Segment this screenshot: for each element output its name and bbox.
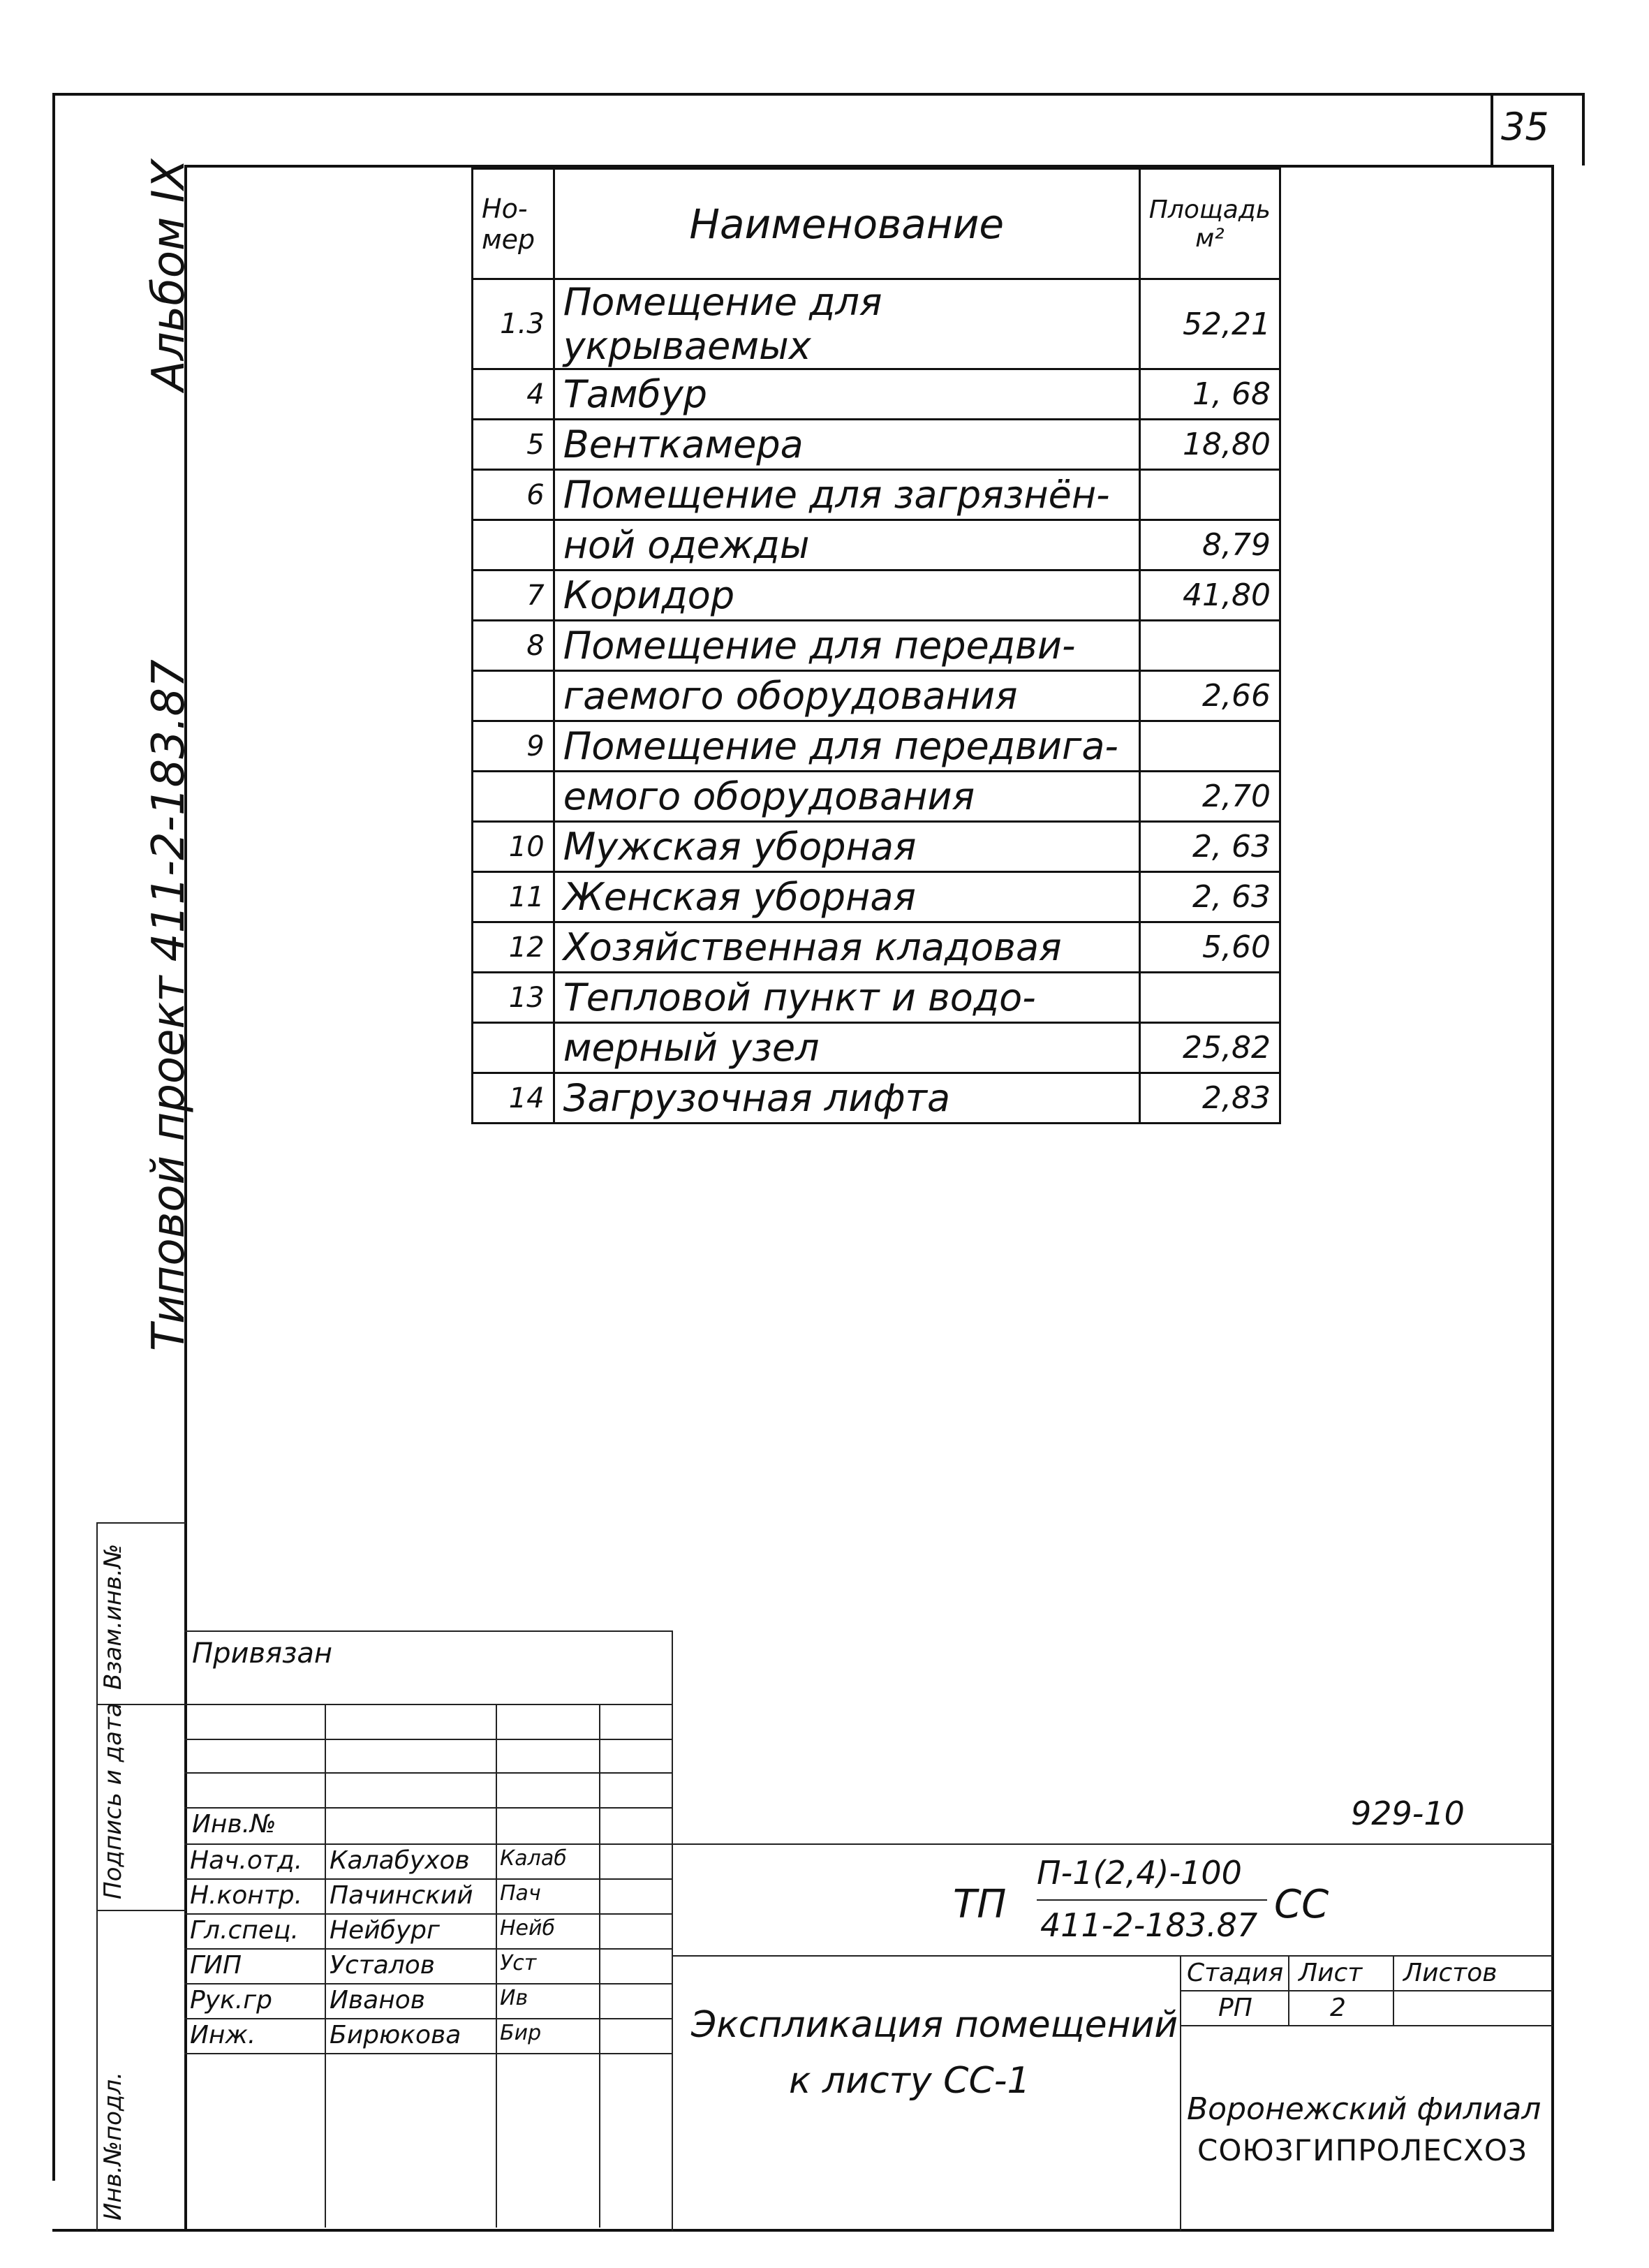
stamp-inv-podl: Инв.№подл. [99,2072,127,2221]
signer-signature: Пач [500,1881,541,1906]
room-number: 8 [473,621,554,671]
inv-no-label: Инв.№ [192,1810,276,1839]
privyazan-top [184,1630,673,1632]
room-area [1139,973,1280,1023]
room-name: мерный узел [554,1023,1139,1073]
table-row [473,973,1280,1023]
table-row [473,520,1280,570]
room-number [473,520,554,570]
page-number-box-right [1582,93,1585,165]
header-area: Площадь м² [1139,169,1280,279]
grid-col-2 [496,1704,497,2228]
signer-signature: Уст [500,1951,537,1975]
inv-row-bottom [184,1843,1554,1845]
signer-role: Гл.спец. [190,1916,299,1945]
header-name: Наименование [554,169,1139,279]
room-name: Тамбур [554,369,1139,420]
signer-row-line [184,2018,673,2019]
signer-row-line [184,1948,673,1950]
stage-value-line [1180,2025,1553,2026]
outer-left-border [52,93,55,2181]
table-row [473,570,1280,621]
room-area: 2, 63 [1139,822,1280,872]
room-area: 52,21 [1139,279,1280,369]
room-area: 2, 63 [1139,872,1280,922]
room-number: 9 [473,721,554,772]
room-area: 1, 68 [1139,369,1280,420]
sheet-label: Лист [1299,1959,1363,1987]
room-name: Венткамера [554,420,1139,470]
table-row [473,922,1280,973]
page-number-box-left [1491,93,1493,165]
sheet-title-1: Экспликация помещений [691,2004,1178,2046]
stamp-vzam-inv: Взам.инв.№ [99,1543,127,1690]
stage-header-line [1180,1990,1553,1991]
signer-row-line [184,1983,673,1984]
signer-role: ГИП [190,1951,242,1980]
signer-role: Рук.гр [190,1986,272,2015]
room-number [473,671,554,721]
room-area: 2,70 [1139,772,1280,822]
signer-role: Н.контр. [190,1881,303,1910]
page-number: 35 [1501,105,1549,149]
stage-label: Стадия [1187,1959,1284,1987]
room-area: 41,80 [1139,570,1280,621]
room-area [1139,721,1280,772]
room-number: 14 [473,1073,554,1124]
org-name-2: СОЮЗГИПРОЛЕСХОЗ [1197,2133,1528,2167]
room-number: 10 [473,822,554,872]
room-number: 7 [473,570,554,621]
room-area [1139,621,1280,671]
room-area: 8,79 [1139,520,1280,570]
room-number: 12 [473,922,554,973]
room-area: 2,66 [1139,671,1280,721]
sheets-label: Листов [1403,1959,1498,1987]
room-name: Женская уборная [554,872,1139,922]
room-name: Загрузочная лифта [554,1073,1139,1124]
doc-code: 929-10 [1351,1795,1465,1832]
signer-name: Иванов [330,1986,425,2015]
sheet-title-2: к листу СС-1 [789,2060,1030,2102]
signer-name: Усталов [330,1951,436,1980]
room-name: гаемого оборудования [554,671,1139,721]
room-number: 13 [473,973,554,1023]
table-row [473,1023,1280,1073]
project-label: Типовой проект 411-2-183.87 [143,659,195,1351]
room-number [473,772,554,822]
designation-prefix: ТП [953,1882,1007,1927]
room-number [473,1023,554,1073]
stamp-podpis-data: Подпись и дата [99,1702,127,1899]
signer-role: Инж. [190,2021,256,2049]
signer-name: Пачинский [330,1881,473,1910]
stamp-column-sep-2 [96,1910,186,1911]
stamp-column-right [184,1522,187,2231]
table-row [473,721,1280,772]
room-area: 5,60 [1139,922,1280,973]
designation-bottom-line [672,1955,1553,1957]
signer-signature: Нейб [500,1916,556,1941]
org-name-1: Воронежский филиал [1187,2091,1541,2127]
stamp-column-top [96,1522,186,1524]
signer-signature: Бир [500,2021,542,2045]
room-name: емого оборудования [554,772,1139,822]
album-label: Альбом IX [143,159,195,391]
room-number: 6 [473,470,554,520]
room-name: Помещение для передви- [554,621,1139,671]
room-number: 5 [473,420,554,470]
room-name: Мужская уборная [554,822,1139,872]
explication-table [471,168,1281,1124]
stamp-column-mid [96,1522,98,2231]
table-row [473,279,1280,369]
table-header-row [473,169,1280,279]
signer-name: Нейбург [330,1916,440,1945]
room-area: 2,83 [1139,1073,1280,1124]
room-area: 25,82 [1139,1023,1280,1073]
room-name: Тепловой пункт и водо- [554,973,1139,1023]
table-row [473,671,1280,721]
header-number: Но-мер [473,169,554,279]
room-name: Помещение для загрязнён- [554,470,1139,520]
stage-col-2 [1393,1955,1394,2025]
room-number: 1.3 [473,279,554,369]
designation-suffix: СС [1274,1882,1329,1927]
table-row [473,822,1280,872]
signer-signature: Ив [500,1986,528,2010]
table-row [473,872,1280,922]
designation-fraction-line [1037,1899,1267,1901]
room-area [1139,470,1280,520]
signer-role: Нач.отд. [190,1846,303,1875]
stage-box-left [1180,1955,1181,2231]
room-name: Помещение для передвига- [554,721,1139,772]
table-row [473,772,1280,822]
room-number: 4 [473,369,554,420]
privyazan-right [672,1630,673,2231]
designation-top: П-1(2,4)-100 [1037,1854,1242,1892]
table-row [473,420,1280,470]
room-number: 11 [473,872,554,922]
signer-row-line [184,2053,673,2054]
outer-top-border [52,93,1585,96]
sheet-value: 2 [1330,1994,1346,2022]
signer-name: Калабухов [330,1846,470,1875]
grid-col-3 [599,1704,600,2228]
table-row [473,470,1280,520]
table-row [473,369,1280,420]
signer-row-line [184,1878,673,1880]
room-name: ной одежды [554,520,1139,570]
table-row [473,1073,1280,1124]
inner-right-border [1551,165,1554,2232]
signer-name: Бирюкова [330,2021,461,2049]
room-area: 18,80 [1139,420,1280,470]
table-row [473,621,1280,671]
room-name: Коридор [554,570,1139,621]
room-name: Хозяйственная кладовая [554,922,1139,973]
signer-signature: Калаб [500,1846,567,1871]
privyazan-label: Привязан [192,1637,333,1670]
designation-bottom: 411-2-183.87 [1040,1906,1258,1944]
grid-col-1 [325,1704,326,2228]
stage-col-1 [1288,1955,1289,2025]
room-name: Помещение для укрываемых [554,279,1139,369]
stage-value: РП [1218,1994,1252,2022]
inner-bottom-border [52,2229,1554,2232]
signer-row-line [184,1913,673,1915]
